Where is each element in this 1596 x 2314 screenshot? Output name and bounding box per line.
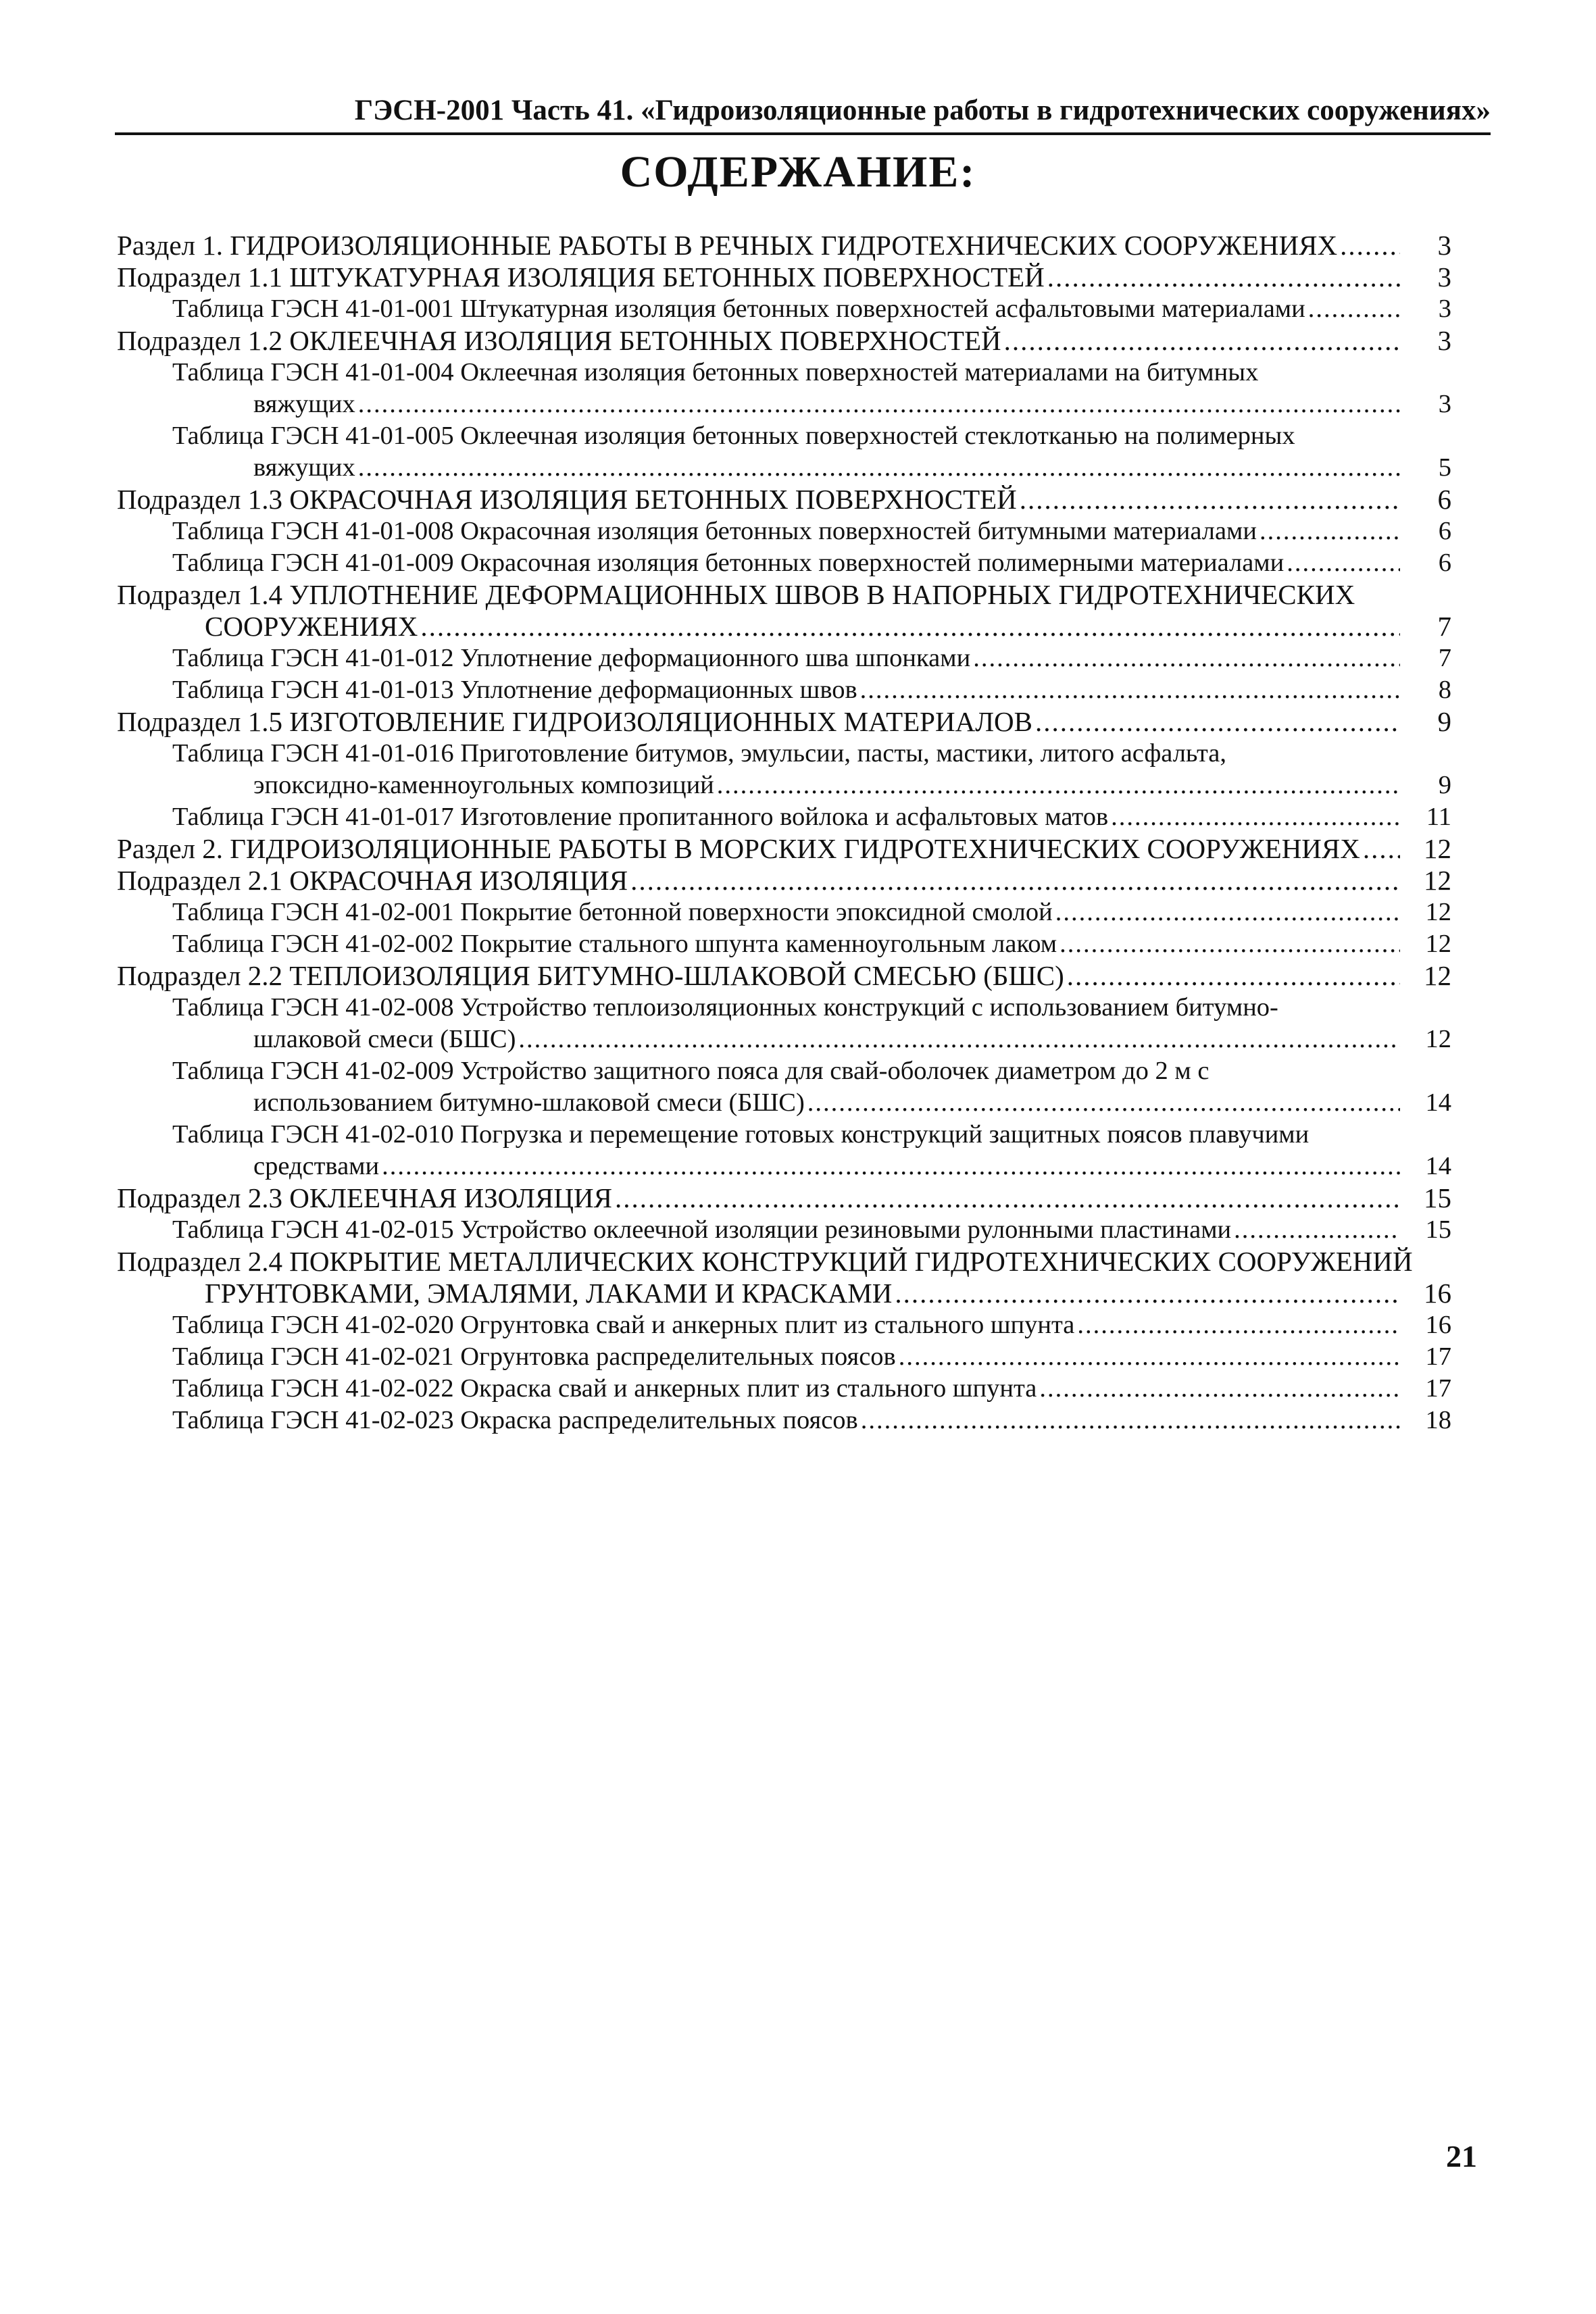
dot-leader xyxy=(1059,928,1400,960)
toc-page-number: 7 xyxy=(1437,611,1451,642)
toc-page-number: 16 xyxy=(1425,1311,1451,1339)
dot-leader xyxy=(1234,1214,1400,1246)
toc-entry xyxy=(172,928,1451,960)
toc-entry xyxy=(117,706,1451,738)
toc-entry-title: Таблица ГЭСН 41-02-002 Покрытие стального шпунта каменноугольным лаком xyxy=(172,930,1057,958)
toc-entry-title: Таблица ГЭСН 41-01-004 Оклеечная изоляция бетонных поверхностей материалами на битумных xyxy=(172,358,1259,386)
toc-entry xyxy=(172,357,1451,420)
toc-page-number: 14 xyxy=(1425,1152,1451,1180)
toc-entry-title: вяжущих xyxy=(253,390,355,418)
toc-entry-title: Таблица ГЭСН 41-02-010 Погрузка и перемещение готовых конструкций защитных поясов плавучими xyxy=(172,1120,1310,1149)
running-header: ГЭСН-2001 Часть 41. «Гидроизоляционные работы в гидротехнических сооружениях» xyxy=(115,93,1491,135)
toc-entry xyxy=(117,1246,1451,1309)
toc-entry-title: Таблица ГЭСН 41-01-016 Приготовление битумов, эмульсии, пасты, мастики, литого асфальта, xyxy=(172,739,1227,768)
page-number: 21 xyxy=(1446,2139,1477,2173)
toc-entry-title: Таблица ГЭСН 41-02-015 Устройство оклеечной изоляции резиновыми рулонными пластинами xyxy=(172,1215,1232,1244)
dot-leader xyxy=(1067,960,1400,992)
dot-leader xyxy=(358,452,1400,484)
toc-entry-title: Раздел 1. ГИДРОИЗОЛЯЦИОННЫЕ РАБОТЫ В РЕЧНЫХ ГИДРОТЕХНИЧЕСКИХ СООРУЖЕНИЯХ xyxy=(117,230,1338,261)
toc-entry-title: Подраздел 1.4 УПЛОТНЕНИЕ ДЕФОРМАЦИОННЫХ ШВОВ В НАПОРНЫХ ГИДРОТЕХНИЧЕСКИХ xyxy=(117,579,1355,610)
toc-page-number: 6 xyxy=(1438,517,1451,545)
dot-leader xyxy=(630,865,1400,897)
toc-entry xyxy=(172,1309,1451,1341)
toc-entry xyxy=(172,420,1451,484)
toc-page-number: 6 xyxy=(1438,549,1451,577)
toc-page-number: 12 xyxy=(1425,898,1451,926)
toc-entry-title: Таблица ГЭСН 41-01-009 Окрасочная изоляция бетонных поверхностей полимерными материалами xyxy=(172,549,1285,577)
toc-page-number: 15 xyxy=(1425,1215,1451,1244)
toc-page-number: 3 xyxy=(1438,295,1451,323)
toc-entry-title: Подраздел 1.5 ИЗГОТОВЛЕНИЕ ГИДРОИЗОЛЯЦИОННЫХ МАТЕРИАЛОВ xyxy=(117,706,1032,737)
toc-entry xyxy=(117,865,1451,897)
toc-page-number: 3 xyxy=(1437,325,1451,356)
toc-entry-title: вяжущих xyxy=(253,453,355,482)
dot-leader xyxy=(358,388,1400,420)
toc-entry xyxy=(172,1373,1451,1405)
toc-entry xyxy=(172,1055,1451,1119)
toc-entry xyxy=(172,547,1451,579)
toc-page-number: 11 xyxy=(1426,803,1451,831)
toc-page-number: 12 xyxy=(1425,930,1451,958)
toc-entry-title: Таблица ГЭСН 41-02-020 Огрунтовка свай и анкерных плит из стального шпунта xyxy=(172,1311,1075,1339)
toc-entry xyxy=(117,579,1451,643)
dot-leader xyxy=(1047,261,1400,293)
toc-page-number: 3 xyxy=(1437,261,1451,293)
toc-entry xyxy=(172,897,1451,928)
toc-entry xyxy=(117,833,1451,865)
toc-entry-title: эпоксидно-каменноугольных композиций xyxy=(253,771,714,799)
dot-leader xyxy=(1077,1309,1400,1341)
toc-page-number: 3 xyxy=(1437,230,1451,261)
page-title: СОДЕРЖАНИЕ: xyxy=(620,147,976,197)
toc-page-number: 15 xyxy=(1424,1182,1451,1213)
toc-page-number: 12 xyxy=(1424,865,1451,896)
toc-entry-title: Таблица ГЭСН 41-01-013 Уплотнение деформационных швов xyxy=(172,676,857,704)
toc-page-number: 12 xyxy=(1425,1025,1451,1053)
toc-entry-title: СООРУЖЕНИЯХ xyxy=(205,611,418,642)
toc-page-number: 6 xyxy=(1437,484,1451,515)
toc-entry-title: Таблица ГЭСН 41-01-017 Изготовление пропитанного войлока и асфальтовых матов xyxy=(172,803,1109,831)
toc-entry-title: Таблица ГЭСН 41-01-012 Уплотнение деформационного шва шпонками xyxy=(172,644,971,672)
toc-entry-title: Подраздел 2.3 ОКЛЕЕЧНАЯ ИЗОЛЯЦИЯ xyxy=(117,1182,612,1213)
toc-entry-title: шлаковой смеси (БШС) xyxy=(253,1025,516,1053)
toc-entry xyxy=(172,1341,1451,1373)
toc-page-number: 17 xyxy=(1425,1342,1451,1371)
toc-entry-title: Таблица ГЭСН 41-01-008 Окрасочная изоляция бетонных поверхностей битумными материалами xyxy=(172,517,1257,545)
dot-leader xyxy=(420,611,1400,643)
toc-entry xyxy=(172,1405,1451,1436)
dot-leader xyxy=(895,1278,1400,1309)
toc-page-number: 9 xyxy=(1437,706,1451,737)
toc-entry xyxy=(172,1119,1451,1182)
toc-entry-title: средствами xyxy=(253,1152,380,1180)
toc-entry-title: Таблица ГЭСН 41-02-001 Покрытие бетонной поверхности эпоксидной смолой xyxy=(172,898,1053,926)
table-of-contents xyxy=(117,230,1451,1436)
toc-entry xyxy=(172,674,1451,706)
toc-entry xyxy=(172,643,1451,674)
toc-page-number: 14 xyxy=(1425,1088,1451,1117)
toc-entry xyxy=(172,1214,1451,1246)
toc-entry xyxy=(172,992,1451,1055)
dot-leader xyxy=(899,1341,1400,1373)
toc-entry xyxy=(117,230,1451,261)
dot-leader xyxy=(1020,484,1400,515)
dot-leader xyxy=(615,1182,1400,1214)
dot-leader xyxy=(1004,325,1400,357)
toc-page-number: 12 xyxy=(1424,833,1451,864)
toc-entry xyxy=(172,515,1451,547)
dot-leader xyxy=(1363,833,1400,865)
toc-entry-title: Подраздел 1.3 ОКРАСОЧНАЯ ИЗОЛЯЦИЯ БЕТОННЫХ ПОВЕРХНОСТЕЙ xyxy=(117,484,1017,515)
toc-entry-title: Подраздел 2.1 ОКРАСОЧНАЯ ИЗОЛЯЦИЯ xyxy=(117,865,628,896)
toc-entry-title: Таблица ГЭСН 41-01-001 Штукатурная изоляция бетонных поверхностей асфальтовыми материалами xyxy=(172,295,1305,323)
dot-leader xyxy=(717,770,1400,801)
dot-leader xyxy=(861,1405,1400,1436)
toc-entry xyxy=(117,484,1451,515)
toc-entry-title: Таблица ГЭСН 41-02-021 Огрунтовка распределительных поясов xyxy=(172,1342,896,1371)
toc-page-number: 3 xyxy=(1438,390,1451,418)
toc-entry xyxy=(172,738,1451,801)
dot-leader xyxy=(1287,547,1400,579)
toc-entry xyxy=(117,325,1451,357)
toc-entry-title: Таблица ГЭСН 41-01-005 Оклеечная изоляция бетонных поверхностей стеклотканью на полимерных xyxy=(172,422,1295,450)
toc-entry-title: Таблица ГЭСН 41-02-009 Устройство защитного пояса для свай-оболочек диаметром до 2 м с xyxy=(172,1057,1210,1085)
dot-leader xyxy=(1308,293,1400,325)
dot-leader xyxy=(1055,897,1400,928)
toc-entry xyxy=(172,801,1451,833)
dot-leader xyxy=(807,1087,1400,1119)
toc-page-number: 12 xyxy=(1424,960,1451,991)
toc-entry-title: Подраздел 2.4 ПОКРЫТИЕ МЕТАЛЛИЧЕСКИХ КОНСТРУКЦИЙ ГИДРОТЕХНИЧЕСКИХ СООРУЖЕНИЙ xyxy=(117,1246,1413,1277)
toc-entry xyxy=(117,261,1451,293)
dot-leader xyxy=(1035,706,1400,738)
toc-page-number: 5 xyxy=(1438,453,1451,482)
toc-entry xyxy=(117,1182,1451,1214)
toc-entry-title: Таблица ГЭСН 41-02-023 Окраска распределительных поясов xyxy=(172,1406,858,1434)
toc-entry-title: ГРУНТОВКАМИ, ЭМАЛЯМИ, ЛАКАМИ И КРАСКАМИ xyxy=(205,1278,893,1309)
dot-leader xyxy=(518,1024,1400,1055)
toc-entry-title: Таблица ГЭСН 41-02-008 Устройство теплоизоляционных конструкций с использованием битумно- xyxy=(172,993,1278,1022)
toc-page-number: 16 xyxy=(1424,1278,1451,1309)
toc-page-number: 9 xyxy=(1438,771,1451,799)
toc-page-number: 18 xyxy=(1425,1406,1451,1434)
toc-page-number: 8 xyxy=(1438,676,1451,704)
dot-leader xyxy=(1340,230,1400,261)
toc-entry xyxy=(117,960,1451,992)
dot-leader xyxy=(1039,1373,1400,1405)
toc-page-number: 17 xyxy=(1425,1374,1451,1403)
toc-entry-title: Раздел 2. ГИДРОИЗОЛЯЦИОННЫЕ РАБОТЫ В МОРСКИХ ГИДРОТЕХНИЧЕСКИХ СООРУЖЕНИЯХ xyxy=(117,833,1360,864)
toc-entry-title: Таблица ГЭСН 41-02-022 Окраска свай и анкерных плит из стального шпунта xyxy=(172,1374,1037,1403)
dot-leader xyxy=(860,674,1400,706)
dot-leader xyxy=(1260,515,1400,547)
toc-entry-title: Подраздел 2.2 ТЕПЛОИЗОЛЯЦИЯ БИТУМНО-ШЛАКОВОЙ СМЕСЬЮ (БШС) xyxy=(117,960,1064,991)
toc-entry-title: Подраздел 1.1 ШТУКАТУРНАЯ ИЗОЛЯЦИЯ БЕТОННЫХ ПОВЕРХНОСТЕЙ xyxy=(117,261,1045,293)
toc-entry-title: использованием битумно-шлаковой смеси (БШС) xyxy=(253,1088,805,1117)
dot-leader xyxy=(973,643,1400,674)
toc-page-number: 7 xyxy=(1438,644,1451,672)
toc-entry xyxy=(172,293,1451,325)
dot-leader xyxy=(1111,801,1400,833)
toc-entry-title: Подраздел 1.2 ОКЛЕЕЧНАЯ ИЗОЛЯЦИЯ БЕТОННЫХ ПОВЕРХНОСТЕЙ xyxy=(117,325,1001,356)
dot-leader xyxy=(382,1151,1400,1182)
